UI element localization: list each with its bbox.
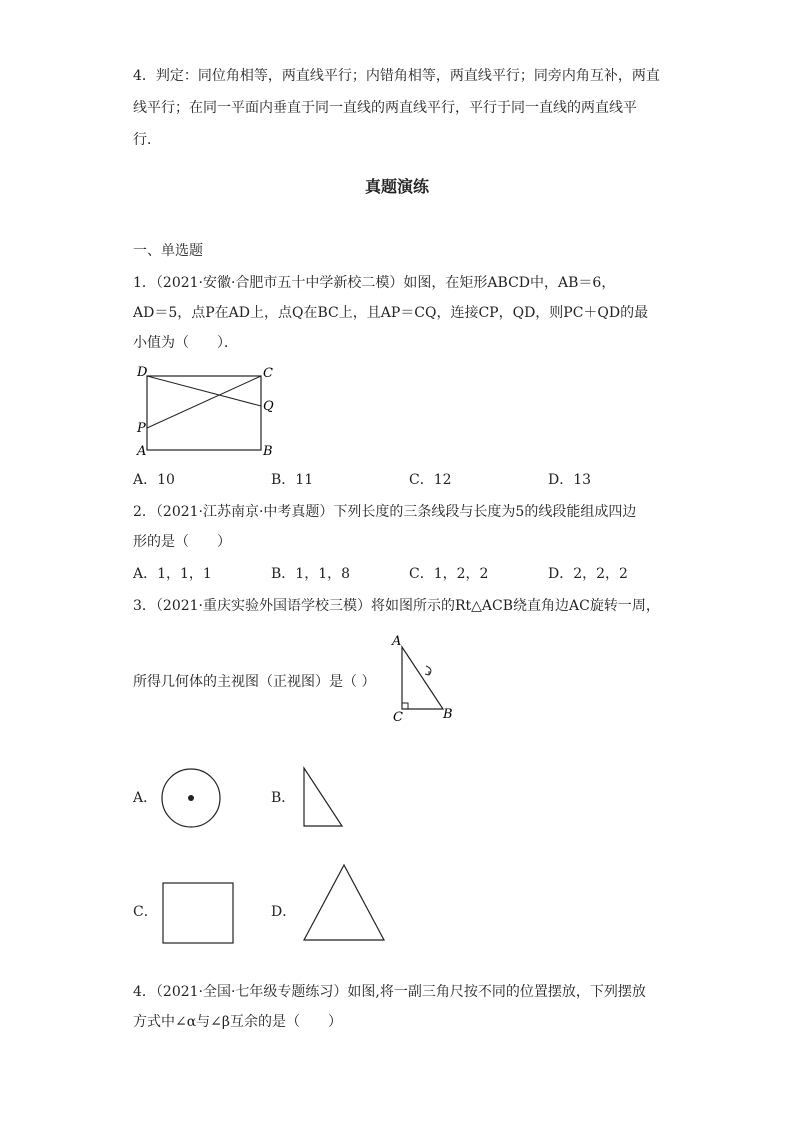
q4-line-2: 方式中∠α与∠β互余的是（ ） bbox=[133, 1014, 343, 1030]
intro-line-1: 4．判定：同位角相等，两直线平行；内错角相等，两直线平行；同旁内角互补，两直 bbox=[133, 68, 660, 84]
isosceles-triangle-shape bbox=[300, 862, 388, 944]
q1-label-q: Q bbox=[263, 399, 274, 414]
q3-label-a: A bbox=[392, 634, 402, 649]
section-heading: 一、单选题 bbox=[133, 243, 203, 259]
q1-option-d: D．13 bbox=[548, 472, 592, 488]
square-shape bbox=[160, 880, 236, 946]
q4-line-1: 4．（2021·全国·七年级专题练习）如图,将一副三角尺按不同的位置摆放，下列摆放 bbox=[133, 984, 646, 1000]
q2-option-d: D．2，2，2 bbox=[548, 566, 628, 582]
q1-line-2: AD＝5，点P在AD上，点Q在BC上，且AP＝CQ，连接CP，QD，则PC＋QD的最 bbox=[133, 305, 649, 321]
q3-option-a: A． bbox=[133, 790, 158, 806]
q2-line-1: 2．（2021·江苏南京·中考真题）下列长度的三条线段与长度为5的线段能组成四边 bbox=[133, 504, 637, 520]
section-title: 真题演练 bbox=[364, 177, 429, 196]
right-triangle-shape bbox=[298, 765, 348, 830]
q2-line-2: 形的是（ ） bbox=[133, 534, 231, 550]
q3-triangle-figure bbox=[385, 630, 460, 725]
q2-option-a: A．1，1，1 bbox=[133, 566, 212, 582]
q1-option-a: A．10 bbox=[133, 472, 175, 488]
q1-rectangle-figure bbox=[133, 364, 283, 459]
q3-option-d: D． bbox=[271, 904, 297, 920]
q1-label-d: D bbox=[137, 365, 148, 380]
rotation-arrow-icon bbox=[425, 666, 431, 675]
q1-label-a: A bbox=[137, 444, 147, 459]
q1-label-c: C bbox=[263, 366, 273, 381]
q3-line-2: 所得几何体的主视图（正视图）是（ ） bbox=[133, 674, 376, 690]
q1-line-3: 小值为（ ）． bbox=[133, 335, 238, 351]
q3-label-c: C bbox=[393, 710, 403, 725]
q2-option-b: B．1，1，8 bbox=[271, 566, 351, 582]
intro-line-2: 线平行；在同一平面内垂直于同一直线的两直线平行，平行于同一直线的两直线平 bbox=[133, 100, 637, 116]
q3-option-c: C． bbox=[133, 904, 158, 920]
q1-label-p: P bbox=[137, 421, 146, 436]
intro-line-3: 行． bbox=[133, 132, 161, 148]
q3-option-b: B． bbox=[271, 790, 296, 806]
q2-option-c: C．1，2，2 bbox=[409, 566, 489, 582]
q1-label-b: B bbox=[263, 444, 273, 459]
circle-with-dot-shape bbox=[160, 767, 224, 831]
q1-option-c: C．12 bbox=[409, 472, 452, 488]
q1-option-b: B．11 bbox=[271, 472, 314, 488]
q3-line-1: 3．（2021·重庆实验外国语学校三模）将如图所示的Rt△ACB绕直角边AC旋转一周， bbox=[133, 598, 660, 614]
q3-label-b: B bbox=[443, 707, 453, 722]
q1-line-1: 1．（2021·安徽·合肥市五十中学新校二模）如图，在矩形ABCD中，AB＝6， bbox=[133, 275, 616, 291]
